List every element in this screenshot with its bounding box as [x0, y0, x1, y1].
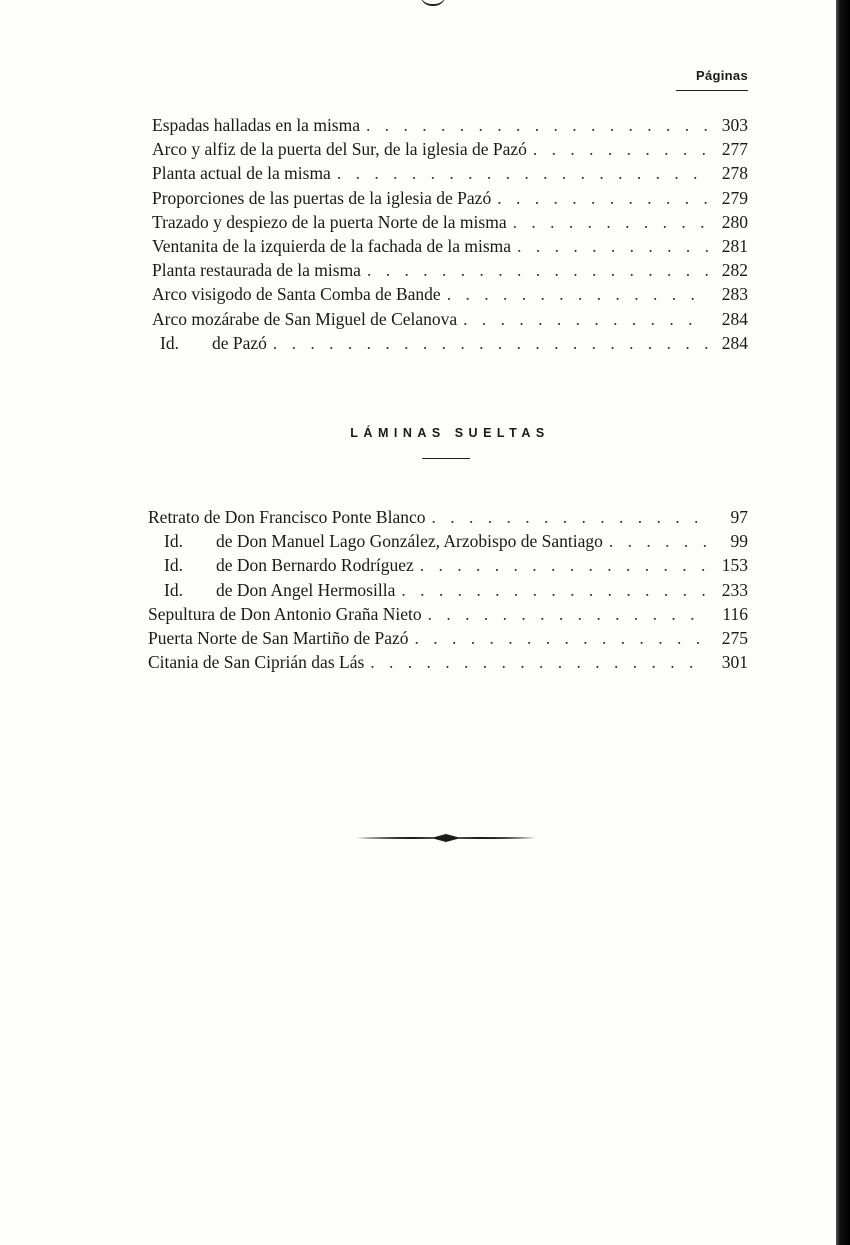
list-item: [152, 210, 748, 234]
entry-title: Planta actual de la misma: [152, 163, 331, 184]
dot-leader: [609, 529, 708, 553]
entry-title: Planta restaurada de la misma: [152, 260, 361, 281]
entry-title: Proporciones de las puertas de la iglesia de Pazó: [152, 187, 492, 208]
list-item: [148, 578, 748, 602]
entry-title: de Don Manuel Lago González, Arzobispo de Santiago: [216, 531, 603, 552]
entry-title-group: [148, 553, 414, 577]
dot-leader: [370, 650, 708, 674]
entry-page: 277: [721, 139, 748, 160]
dot-leader: [432, 505, 708, 529]
entry-title: Arco mozárabe de San Miguel de Celanova: [152, 308, 458, 329]
entry-title: Citania de San Ciprián das Lás: [148, 652, 365, 673]
entry-page: 275: [721, 627, 748, 648]
list-item: [152, 161, 748, 185]
list-item: [148, 626, 748, 650]
closing-ornament: [354, 832, 538, 844]
section-rule: [422, 458, 470, 459]
list-item: [148, 602, 748, 626]
entry-page: 301: [721, 652, 748, 673]
entry-title: Espadas halladas en la misma: [152, 115, 360, 135]
entry-page: 99: [730, 531, 748, 552]
list-item: [152, 113, 748, 137]
list-item: [148, 529, 748, 553]
list-item: [152, 137, 748, 161]
dot-leader: [414, 626, 708, 650]
entry-page: 97: [730, 507, 748, 527]
page-column-label: Páginas: [696, 68, 748, 83]
entry-page: 281: [721, 235, 748, 256]
entry-title: Retrato de Don Francisco Ponte Blanco: [148, 507, 426, 527]
entry-page: 280: [721, 211, 748, 232]
entry-title: de Don Bernardo Rodríguez: [216, 555, 414, 576]
dot-leader: [447, 282, 708, 306]
ditto-prefix: Id.: [164, 555, 183, 576]
plates-list: [148, 505, 748, 674]
list-item: [148, 650, 748, 674]
list-item: [152, 186, 748, 210]
list-item: [152, 307, 748, 331]
list-item: [152, 282, 748, 306]
entry-title: Arco y alfiz de la puerta del Sur, de la iglesia de Pazó: [152, 139, 527, 160]
entry-page: 153: [721, 555, 748, 576]
section-heading: LÁMINAS SUELTAS: [350, 426, 550, 440]
dot-leader: [366, 113, 708, 137]
ditto-prefix: Id.: [160, 332, 179, 353]
dot-leader: [497, 186, 708, 210]
entry-page: 303: [721, 115, 748, 135]
dot-leader: [420, 553, 708, 577]
list-item: [152, 331, 748, 355]
dot-leader: [273, 331, 708, 355]
entry-page: 279: [721, 187, 748, 208]
dot-leader: [428, 602, 708, 626]
ditto-prefix: Id.: [164, 531, 183, 552]
entry-title: Sepultura de Don Antonio Graña Nieto: [148, 603, 422, 624]
entry-page: 284: [721, 308, 748, 329]
list-item: [152, 234, 748, 258]
entry-page: 283: [721, 284, 748, 305]
entry-title: de Pazó: [212, 332, 267, 353]
entry-title: de Don Angel Hermosilla: [216, 579, 396, 600]
list-item: [152, 258, 748, 282]
column-label-rule: [676, 90, 748, 91]
figures-list: [152, 113, 748, 355]
dot-leader: [513, 210, 708, 234]
entry-page: 284: [721, 332, 748, 353]
entry-title-group: [148, 529, 603, 553]
dot-leader: [533, 137, 708, 161]
list-item: [148, 505, 748, 529]
top-ornament-fragment: [420, 0, 446, 6]
entry-page: 233: [721, 579, 748, 600]
entry-title-group: [148, 578, 395, 602]
entry-page: 278: [721, 163, 748, 184]
list-item: [148, 553, 748, 577]
entry-title-group: [152, 331, 267, 355]
entry-title: Ventanita de la izquierda de la fachada de la misma: [152, 235, 512, 256]
entry-title: Arco visigodo de Santa Comba de Bande: [152, 284, 441, 305]
dot-leader: [463, 307, 708, 331]
entry-page: 282: [721, 260, 748, 281]
dot-leader: [517, 234, 708, 258]
ditto-prefix: Id.: [164, 579, 183, 600]
entry-title: Puerta Norte de San Martiño de Pazó: [148, 627, 409, 648]
entry-page: 116: [722, 603, 748, 624]
entry-title: Trazado y despiezo de la puerta Norte de la misma: [152, 211, 507, 232]
dot-leader: [337, 161, 708, 185]
dot-leader: [401, 578, 708, 602]
binding-edge: [836, 0, 850, 1245]
dot-leader: [367, 258, 708, 282]
